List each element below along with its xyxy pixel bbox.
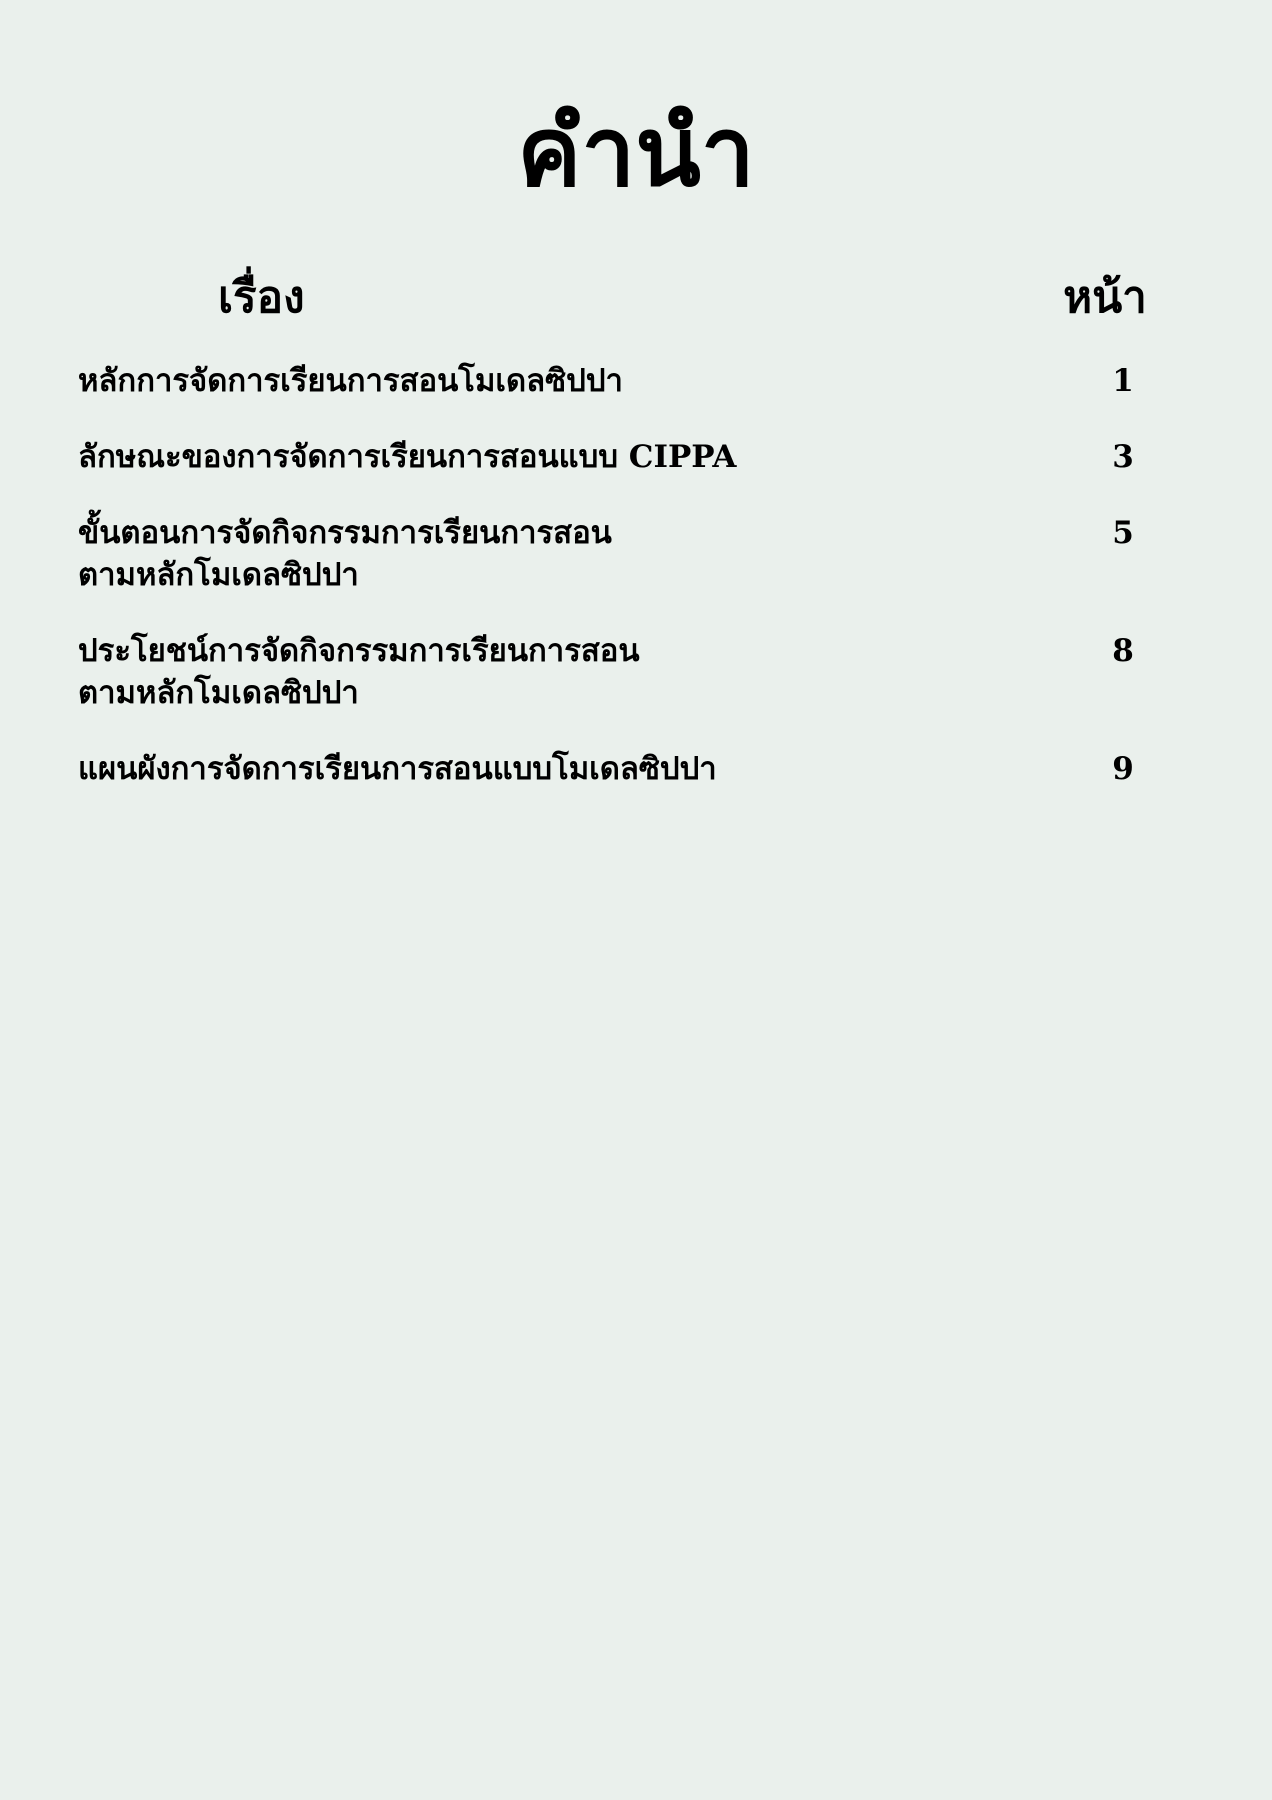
toc-entry-title: ประโยชน์การจัดกิจกรรมการเรียนการสอน ตามหลักโมเดลซิปปา [78,633,640,711]
topic-column-header: เรื่อง [218,272,305,323]
toc-entry-title: ลักษณะของการจัดการเรียนการสอนแบบ CIPPA [78,439,737,475]
toc-entry-page-number: 9 [1112,751,1134,787]
page-column-header: หน้า [1063,272,1147,323]
toc-entry [78,748,1188,790]
toc-entry [78,512,1188,596]
toc-entry-page-number: 3 [1112,439,1134,475]
toc-entry-title: ขั้นตอนการจัดกิจกรรมการเรียนการสอน ตามหลักโมเดลซิปปา [78,515,612,593]
toc-entry [78,360,1188,402]
toc-entry-page-number: 8 [1112,633,1134,669]
toc-entry [78,436,1188,478]
toc-entry-page-number: 5 [1112,515,1134,551]
page-title: คำนำ [517,95,755,208]
toc-entry [78,630,1188,714]
toc-entry-title: แผนผังการจัดการเรียนการสอนแบบโมเดลซิปปา [78,751,717,787]
toc-entry-title: หลักการจัดการเรียนการสอนโมเดลซิปปา [78,363,623,399]
toc-entry-page-number: 1 [1112,363,1134,399]
toc-list [78,360,1188,824]
